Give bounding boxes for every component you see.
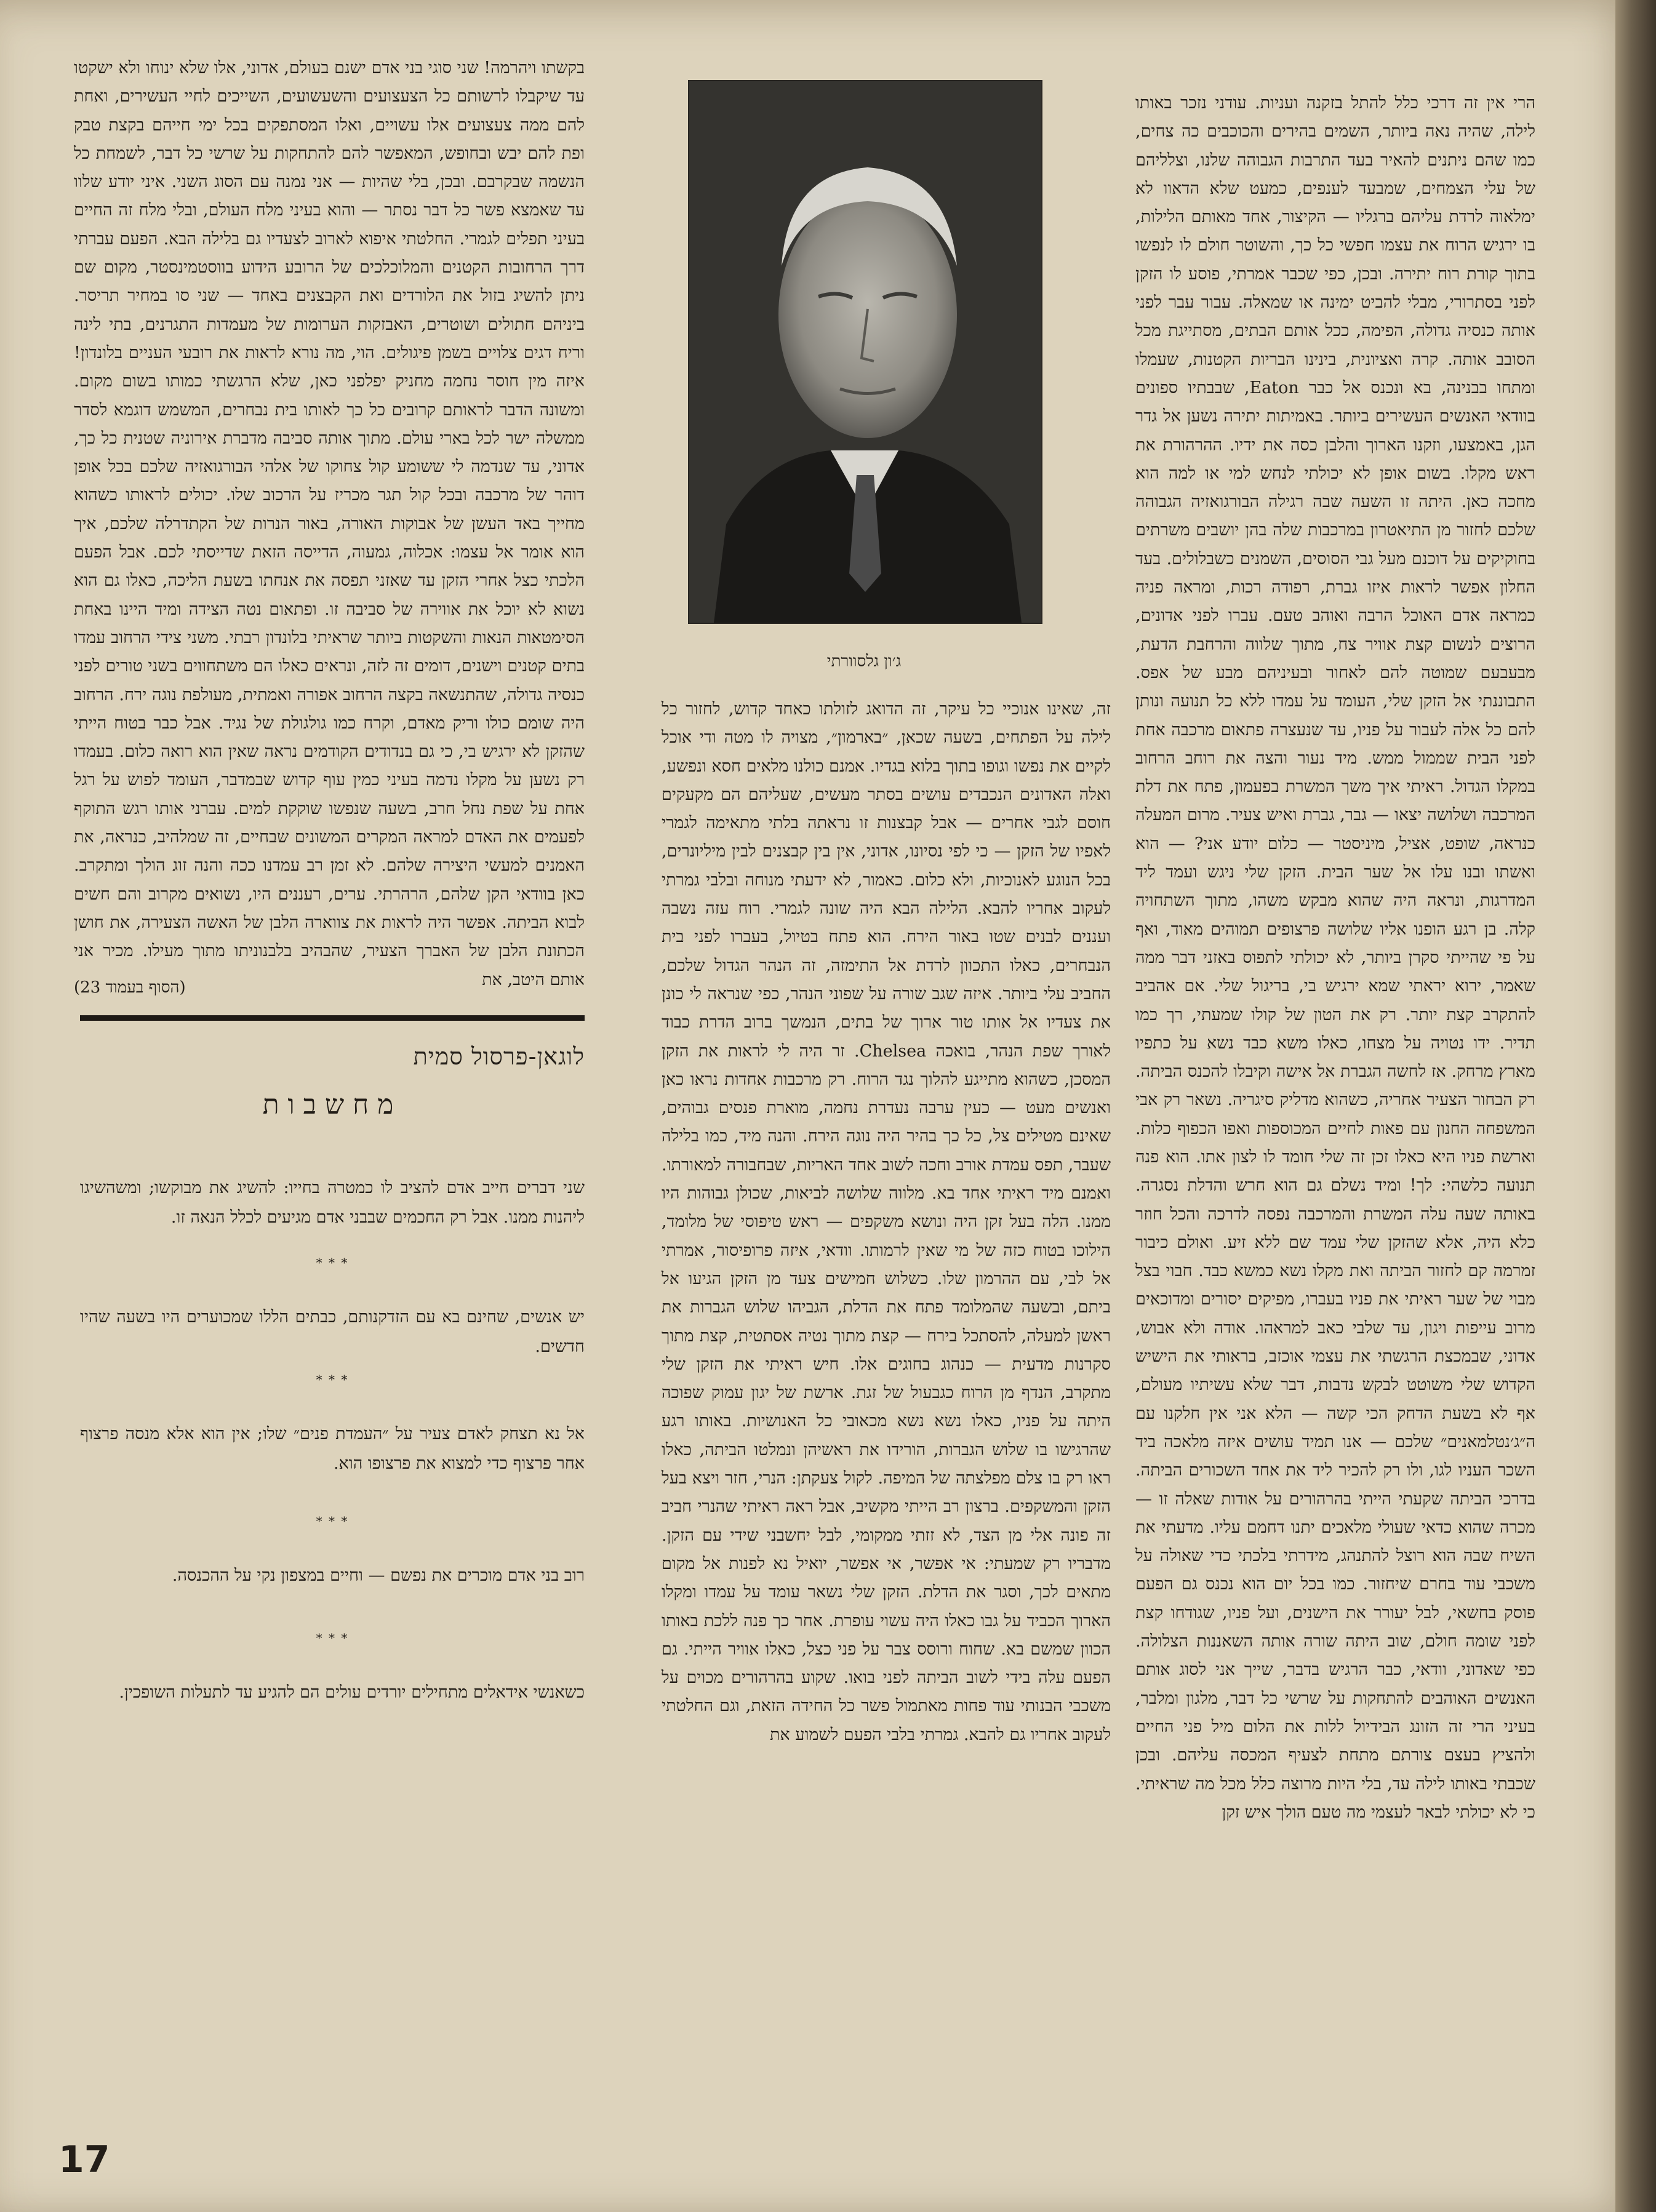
photo-caption: ג׳ון גלסוורתי xyxy=(826,652,902,671)
article-column-left: בקשתו ויהרמה! שני סוגי בני אדם ישנם בעולם, אדוני, אלו שלא ינוחו ולא ישקטו עד שיקבלו לרשותם כל הצעצועים והשעשועים, השייכים לחיי העשירים, ואחת להם ממה צעצועים אלו עשויים, ואלו המסתפקים בכל ימי חייהם בקצת טבק ופת להם יבש ובחופש, המאפשר להם להתחקות על שרשי כל דבר, לשמחת כל הנשמה שבקרבם. ובכן, בלי שהיות — אני נמנה עם הסוג השני. איני יודע שלוו עד שאמצא פשר כל דבר נסתר — והוא בעיני מלח העולם, ובלי מלח זה החיים בעיני תפלים לגמרי. החלטתי איפוא לארוב לצעדיו גם בלילה הבא. הפעם עברתי דרך הרחובות הקטנים והמלוכלכים של הרובע הידוע בווסטמינסטר, מקום שם ניתן להשיג בזול את הלורדים ואת הקבצנים באחד — שני סו במחיר תריסר. ביניהם חתולים ושוטרים, האבזקות הערומות של מעמדות התגרנים, בתי לינה וריח דגים צלויים בשמן פיגולים. הוי, מה נורא לראות את רובעי העניים בלונדון! איזה מין חוסר נחמה מחניק יפלפני כאן, שלא הרגשתי כמותו בשום מקום. ומשונה הדבר לראותם קרובים כל כך לאותו בית נבחרים, המשמש דוגמא לסדר ממשלה ישר לכל בארי עולם. מתוך אותה סביבה מדברת אירוניה שטנית כל כך, אדוני, עד שנדמה לי ששומע קול צחוקו של אלהי הבורגואזיה שלכם בכל אופן דוהר של מרכבה ובכל קול תגר מכריז על הרכוב שלו. יכולים לראותו כשהוא מחייך באד העשן של אבוקות האורה, באור הנרות של הקתדרלה שלכם, איך הוא אומר אל עצמו: אכלוה, גמעוה, הדייסה הזאת שדייסתי לכם. אבל הפעם הלכתי כצל אחרי הזקן עד שאזני תפסה את אנחתו בשעת הליכה, כאלו גם הוא נשוא לא יוכל את אווירה של סביבה זו. ופתאום נטה הצידה ומיד היינו באחת הסימטאות הנאות והשקטות ביותר שראיתי בלונדון רבתי. משני צידי הרחוב עמדו בתים קטנים וישנים, דומים זה לזה, ונראים כאלו הם משתחווים בשני טורים לפני כנסיה גדולה, שהתנשאה בקצה הרחוב אפורה ואמתית, מעולפת נוגה ירח. הרחוב היה שומם כולו וריק מאדם, וקרח כמו גולגולת של נגיד. אבל כבר בטוח הייתי שהזקן לא ירגיש בי, כי גם בנדודים הקודמים נראה שאין הוא רואה כלום. בעמדו רק נשען על מקלו נדמה בעיני כמין עוף קדוש שבמדבר, העומד לפוש על רגל אחת על שפת נחל חרב, בשעה שנפשו שוקקת למים. עברני אותו רגש התוקף לפעמים את האדם למראה המקרים המשונים שבחיים, זה שמלהיב, כנראה, את האמנים למעשי היצירה שלהם. לא זמן רב עמדנו ככה והנה זוג הולך ומתקרב. כאן בוודאי הקן שלהם, הרהרתי. ערים, רעננים היו, נשואים מקרוב והם חשים לבוא הביתה. אפשר היה לראות את צווארה הלבן של האשה הצעירה, את חושן הכתונת הלבן של האברך הצעיר, שהבהיב בלבנוניתו מתוך מעילו. מכיר אני אותם היטב, את xyxy=(74,58,585,989)
thought-item: יש אנשים, שחינם בא עם הזדקנותם, כבתים הללו שמכוערים היו בשעה שהיו חדשים. xyxy=(80,1308,585,1356)
page-number: 17 xyxy=(58,2138,110,2181)
thoughts-box-author: לוגאן-פרסול סמית xyxy=(413,1043,585,1070)
article-column-middle: זה, שאינו אנוכיי כל עיקר, זה הדואג לזולתו כאחד קדוש, לחזור כל לילה על הפתחים, בשעה שכאן, ״בארמון״, מצויה לו מטה ודי אוכל לקיים את נפשו וגופו בתוך בלוא בגדיו. אמנם כולנו מלאים חסא ונפשע, ואלה האדונים הנכבדים עושים בסתר מעשים, שעליהם הם מקעקים חוסם לגבי אחרים — אבל קבצנות זו נראתה בלתי מתאימה לגמרי לאפיו של הזקן — כי לפי נסיונו, אדוני, אין בין קבצנים לבין מיליונרים, בכל הנוגע לאנוכיות, ולא כלום. כאמור, לא ידעתי מנוחה ובלבי גמרתי לעקוב אחריו להבא. הלילה הבא היה שונה לגמרי. רוח עזה נשבה ועננים לבנים שטו באור הירח. הוא פתח בטיול, בעברו לפני בית הנבחרים, כאלו התכוון לרדת אל התימזה, זה הנהר הגדול שלכם, החביב עלי ביותר. איזה שגב שורה על שפוני הנהר, כפי שנראה לי כונן את צעדיו אל אותו טור ארוך של בתים, הנמשך ברוב הדרת כבוד לאורך שפת הנהר, בואכה Chelsea. זר היה לי לראות את הזקן המסכן, כשהוא מתייגע להלוך נגד הרוח. רק מרכבות אחדות נראו כאן ואנשים מעט — כעין ערבה נעדרת נחמה, מוארת פנסים גבוהים, שאינם מטילים צל, כל כך בהיר היה נוגה הירח. והנה מיד, כמו בלילה שעבר, תפס עמדת אורב וחכה לשוב אחד האריות, שבחבורה למאורתו. ואמנם מיד ראיתי אחד בא. מלווה שלושה לביאות, שכולן גבוהות היו ממנו. הלה בעל זקן היה ונושא משקפים — ראש טיפוסי של מלומד, הילוכו בטוח כזה של מי שאין לרמותו. וודאי, איזה פרופיסור, אמרתי אל לבי, עם ההרמון שלו. כשלוש חמישים צעד מן הזקן הגיעו אל ביתם, ובשעה שהמלומד פתח את הדלת, הגביהו שלוש הגברות את ראשן למעלה, להסתכל בירח — קצת מתוך נטיה אסתטית, קצת מתוך סקרנות מדעית — כנהוג בחוגים אלו. חיש ראיתי את הזקן שלי מתקרב, הנדף מן הרוח כגבעול של זגת. ארשת של יגון עמוק שפוכה היתה על פניו, כאלו נשא נשא מכאובי כל האנושיות. באותו רגע שהרגישו בו שלוש הגברות, הורידו את ראשיהן ונמלטו הביתה, כאלו ראו רק בו צלם מפלצתה של המיפה. לקול צעקתן: הנרי, חזר ויצא בעל הזקן והמשקפים. ברצון רב הייתי מקשיב, אבל ראה ראיתי שהנרי חביב זה פונה אלי מן הצד, לא זזתי ממקומי, לבל יחשבני שידי עם הזקן. מדבריו רק שמעתי: אי אפשר, אי אפשר, יואיל נא לפנות אל מקום מתאים לכך, וסגר את הדלת. הזקן שלי נשאר עומד על עמדו ומקלו הארוך הכביד על גבו כאלו היה עשוי עופרת. אחר כך פנה ללכת באותו הכוון שמשם בא. שחוח ורוסס צבר על פני כצל, כאלו אוויר הייתי. גם הפעם עלה בידי לשוב הביתה לפני בואו. שקוע בהרהורים מכוים על משכבי הבנותי עוד פחות מאתמול פשר כל החידה הזאת, וגם החלטתי לעקוב אחריו גם להבא. גמרתי בלבי הפעם לשמוע את xyxy=(662,700,1111,1744)
book-binding-edge xyxy=(1615,0,1656,2212)
thought-separator: * * * xyxy=(316,1631,349,1645)
thought-separator: * * * xyxy=(316,1514,349,1528)
thought-item: רוב בני אדם מוכרים את נפשם — וחיים במצפון נקי על ההכנסה. xyxy=(172,1566,585,1585)
thoughts-box-title: מחשבות xyxy=(262,1089,402,1120)
continued-note: (הסוף בעמוד 23) xyxy=(74,978,186,997)
author-portrait-photo xyxy=(688,80,1042,624)
thought-item: כשאנשי אידאלים מתחילים יורדים עולים הם להגיע עד לתעלות השופכין. xyxy=(119,1683,585,1702)
portrait-illustration xyxy=(689,81,1041,623)
thought-item: שני דברים חייב אדם להציב לו כמטרה בחייו: להשיג את מבוקשו; ומשהשיגו ליהנות ממנו. אבל רק החכמים שבבני אדם מגיעים לכלל הנאה זו. xyxy=(80,1178,585,1227)
article-column-right: הרי אין זה דרכי כלל להתל בזקנה ועניות. עודני נזכר באותו לילה, שהיה נאה ביותר, השמים בהירים והכוכבים כה צחים, כמו שהם ניתנים להאיר בעד התרבות הגבוהה שלנו, וצלליהם של עלי הצמחים, שמבעד לענפים, כמעט שלא הדאוו לא ימלאוה לרדת עליהם ברגליו — הקיצור, אחד מאותם הלילות, בו ירגיש הרוח את עצמו חפשי כל כך, והשוטר חולם לו לנפשו בתוך קורת רוח יתירה. ובכן, כפי שכבר אמרתי, פוסע לו הזקן לפני בסתרורי, מבלי להביט ימינה או שמאלה. עבור עבר לפני אותה כנסיה גדולה, הפימה, ככל אותם הבתים, מסתייגת מכל הסובב אותה. קרה ואציונית, בינינו הבריות הקטנות, שעמלו ומתחו בבנינה, בא ונכנס אל כבר Eaton, שבבתיו ספונים בוודאי האנשים העשירים ביותר. באמיתות יתירה נשען אל גדר הגן, באמצעו, וזקנו הארוך והלבן כסה את ידיו. ההרהורת את ראש מקלו. בשום אופן לא יכולתי לנחש למי או למה הוא מחכה כאן. היתה זו השעה שבה רגילה הבורגואזיה הגבוהה שלכם לחזור מן התיאטרון במרכבות שלה בהן יושבים משרתים בחוקיקים על דוכנם מעל גבי הסוסים, השמנים כשבלולים. בעד החלון אפשר לראות איזו גברת, רפודה רכות, ומראה פניה כמראה אדם האוכל הרבה ואוהב טעם. עברו לפני אדונים, הרוצים לנשום קצת אוויר צח, מתוך שלווה והרחבת הדעת, מבעבעם שמוטה להם לאחור ובעיניהם מבע של אפס. התבוננתי אל הזקן שלי, העומד על עמדו ללא כל תנועה ונותן להם כל אלה לעבור על פניו, עד שנעצרה פתאום מרכבה אחת לפני הבית שממול ממש. מיד נעור והצה את רוחב הרחוב במקלו הגדול. ראיתי איך משך המשרת בפעמון, פתח את דלת המרכבה ושלושה יצאו — גבר, גברת ואיש צעיר. מרום המעלה כנראה, שופט, אציל, מיניסטר — כלום יודע אני? — הוא ואשתו ובנו עלו אל שער הבית. הזקן שלי ניגש ועמד ליד המדרגות, ונראה היה שהוא מבקש משהו, מתוך השתחויה קלה. בן רגע הופנו אליו שלושה פרצופים תמוהים מאוד, ואף על פי שהייתי סקרן ביותר, לא יכולתי לתפוס באזני דבר ממה שאמר, ירוא יראתי שמא ירגיש בי, בריגול שלי. אם אהביב להתקרב קצת יותר. רק את הטון של קולו שמעתי, רך כמו תדיר. ידו נטויה על מצחו, כאלו משא כבד נשא על כתפיו מארץ מרחק. אז לחשה הגברת אל אישה וקיבלו להכנס הביתה. רק הבחור הצעיר אחריה, כשהוא מדליק סיגריה. נשאר רק אבי המשפחה החנון עם פאות לחיים המכוספות ואפו הכפוף כלות. וארשת פניו היא כאלו זכן זה שלי חומד לו לצון אתו. הוא פנה תנועה כלשהי: לך! ומיד נשלם גם הוא חרש והדלת נסגרה. באותה שעה עלה המשרת והמרכבה נפסה לדרכה והכל חוזר כלא היה, אלא שהזקן שלי עמד שם ללא זיע. ואולם כיבור זמרמה קם לחזור הביתה ואת מקלו נשא כמשא כבד. חבוי בצל מבוי של שער ראיתי את פניו בעברו, מפיקים יסורים ומדוכאים מרוב עייפות ויגון, עד שלבי כאב למראהו. אודה ולא אבוש, אדוני, שבמכצת הרגשתי את עצמי אוכזב, בראותי את הישיש הקדוש שלי משוטט לבקש נדבות, דבר שלא עשיתיו מעולם, אף לא בשעת הדחק הכי קשה — הלא אני אין חלקנו עם ה״ג׳נטלמאנים״ שלכם — אנו תמיד עושים איזה מלאכה ביד השכר העניו לגו, ולו רק להכיר ליד את אחד השכורים הביתה. בדרכי הביתה שקעתי הייתי בהרהורים על אודות שאלה זו — מכרה שהוא כדאי שעולי מלאכים יתנו דחמם עליו. מדעתי את השיח שבה הוא רוצל להתנהג, מידרתי בלכתי כדי שאולה על משכבי עוד בחרם שיחזור. כמו בכל יום הוא נכנס גם הפעם פוסק בחשאי, לבל יעורר את הישנים, ועל פניו, שגודחו קצת לפני שומה חולם, שוב היתה שורה אותה השאננות הצלולה. כפי שאדוני, וודאי, כבר הרגיש בדבר, שייך אני לסוג אותם האנשים האוהבים להתחקות על שרשי כל דבר, מלגון ומלבר, בעיני הרי זה הזונג הבידיול ללות את הלום מיל פני החיים ולהציץ בעצם צורתם מתחת לצעיף המכסה עליהם. ובכן שכבתי באותו לילה עד, בלי היות מרוצה כלל מכל מה שראיתי. כי לא יכולתי לבאר לעצמי מה טעם הולך איש זקן xyxy=(1135,94,1536,1822)
thought-item: אל נא תצחק לאדם צעיר על ״העמדת פנים״ שלו; אין הוא אלא מנסה פרצוף אחר פרצוף כדי למצוא את פרצופו הוא. xyxy=(80,1424,585,1473)
thought-separator: * * * xyxy=(316,1255,349,1270)
thought-separator: * * * xyxy=(316,1372,349,1387)
box-divider-rule xyxy=(80,1015,585,1021)
